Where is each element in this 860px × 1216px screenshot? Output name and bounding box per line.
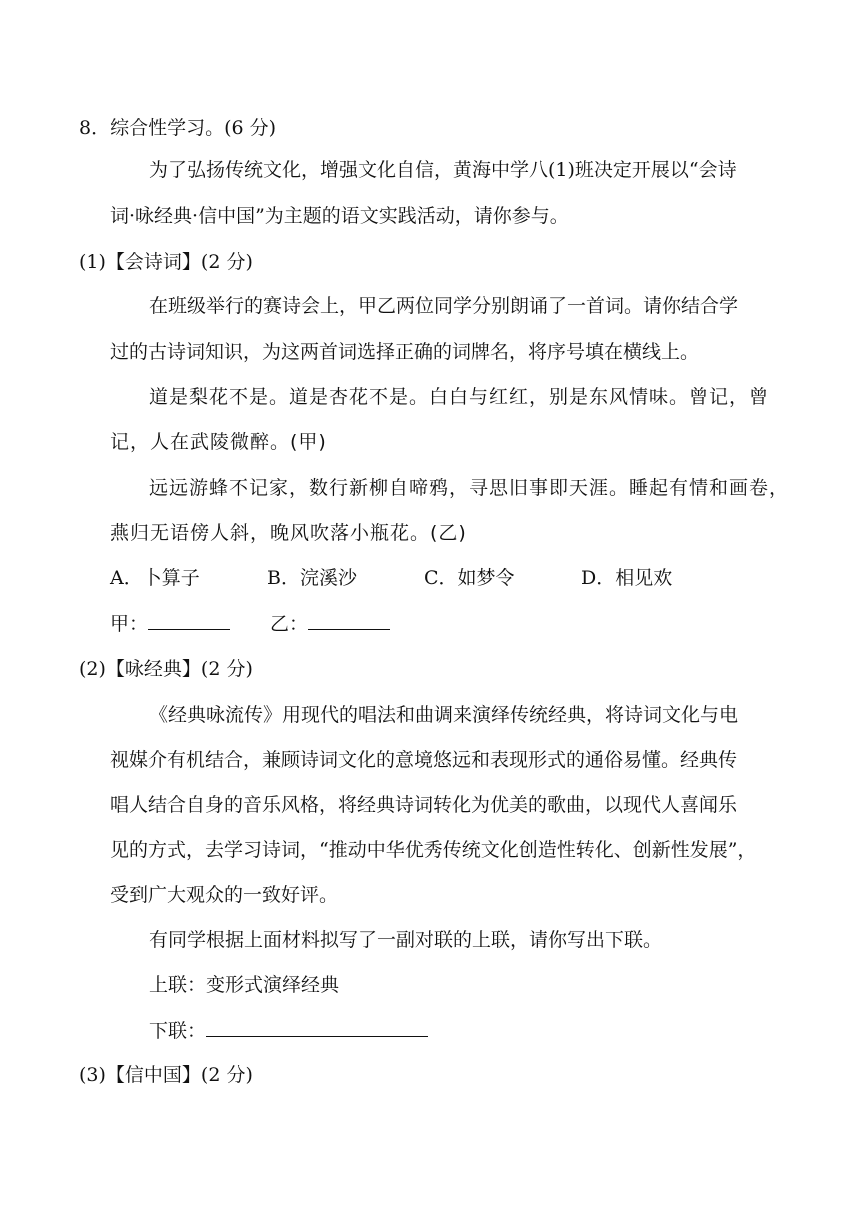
option-b[interactable]: B．浣溪沙 (267, 567, 357, 589)
answer-jia-blank[interactable] (148, 611, 230, 630)
answer-row (110, 611, 390, 636)
part2-para-line5: 受到广大观众的一致好评。 (110, 884, 339, 906)
answer-yi-label: 乙： (270, 613, 309, 635)
option-c[interactable]: C．如梦令 (424, 567, 515, 589)
part2-para-line1: 《经典咏流传》用现代的唱法和曲调来演绎传统经典，将诗词文化与电 (149, 704, 739, 726)
poem-yi-line2: 燕归无语傍人斜，晚风吹落小瓶花。(乙) (110, 522, 467, 544)
option-a[interactable]: A．卜算子 (110, 567, 200, 589)
couplet-lower-label: 下联： (149, 1020, 207, 1042)
question-8-intro-line2: 词·咏经典·信中国”为主题的语文实践活动，请你参与。 (110, 205, 569, 227)
answer-jia-label: 甲： (110, 613, 149, 635)
option-d[interactable]: D．相见欢 (581, 567, 673, 589)
answer-yi-blank[interactable] (308, 611, 390, 630)
part1-desc-line1: 在班级举行的赛诗会上，甲乙两位同学分别朗诵了一首词。请你结合学 (149, 295, 739, 317)
part1-desc-line2: 过的古诗词知识，为这两首词选择正确的词牌名，将序号填在横线上。 (110, 341, 700, 363)
couplet-lower-row (149, 1018, 428, 1043)
part2-heading: (2)【咏经典】(2 分) (79, 658, 253, 680)
poem-yi-line1: 远远游蜂不记家，数行新柳自啼鸦，寻思旧事即天涯。睡起有情和画卷， (149, 477, 790, 499)
question-8-title: 8．综合性学习。(6 分) (79, 117, 277, 139)
part2-task: 有同学根据上面材料拟写了一副对联的上联，请你写出下联。 (149, 929, 663, 951)
poem-jia-line2: 记，人在武陵微醉。(甲) (110, 431, 327, 453)
part2-para-line4: 见的方式，去学习诗词，“推动中华优秀传统文化创造性转化、创新性发展”， (110, 839, 757, 861)
part2-para-line3: 唱人结合自身的音乐风格，将经典诗词转化为优美的歌曲，以现代人喜闻乐 (110, 794, 738, 816)
options-row (110, 566, 672, 590)
couplet-lower-blank[interactable] (206, 1018, 428, 1037)
part3-heading: (3)【信中国】(2 分) (79, 1064, 253, 1086)
part1-heading: (1)【会诗词】(2 分) (79, 251, 253, 273)
question-8-intro-line1: 为了弘扬传统文化，增强文化自信，黄海中学八(1)班决定开展以“会诗 (149, 159, 737, 181)
couplet-upper: 上联：变形式演绎经典 (149, 974, 340, 996)
part2-para-line2: 视媒介有机结合，兼顾诗词文化的意境悠远和表现形式的通俗易懂。经典传 (110, 749, 738, 771)
poem-jia-line1: 道是梨花不是。道是杏花不是。白白与红红，别是东风情味。曾记，曾 (149, 386, 770, 408)
